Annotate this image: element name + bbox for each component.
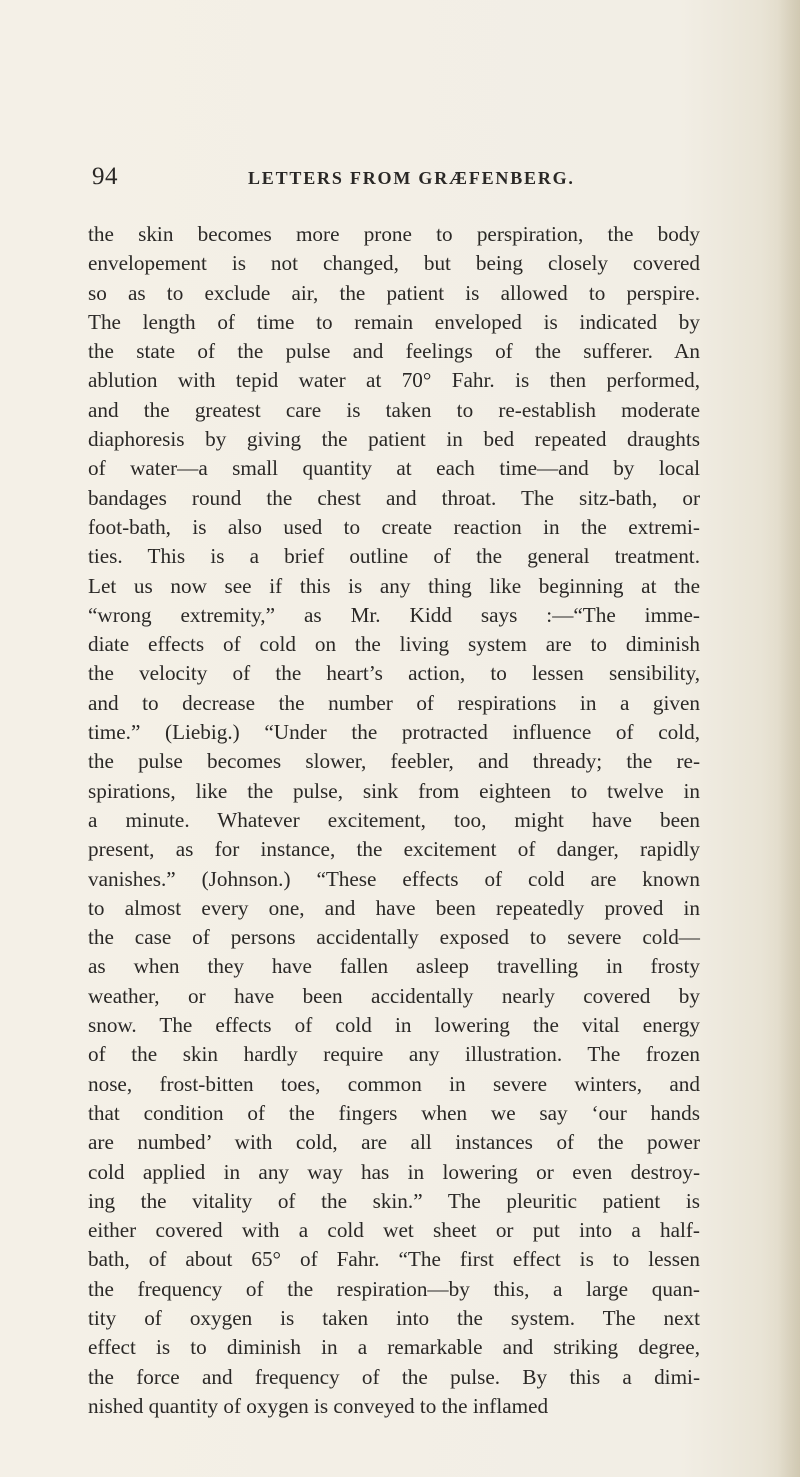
text-line: are numbed’ with cold, are all instances of the power (88, 1130, 700, 1155)
text-line: vanishes.” (Johnson.) “These effects of cold are known (88, 866, 700, 891)
text-line: a minute. Whatever excitement, too, might have been (88, 807, 700, 832)
text-line: the case of persons accidentally exposed to severe cold— (88, 925, 700, 950)
text-line: that condition of the fingers when we say ‘our hands (88, 1100, 700, 1125)
text-line: so as to exclude air, the patient is allowed to perspire. (88, 280, 700, 305)
page-number: 94 (92, 163, 118, 190)
text-line: of water—a small quantity at each time—and by local (88, 456, 700, 481)
text-line: ing the vitality of the skin.” The pleuritic patient is (88, 1188, 700, 1213)
text-line: to almost every one, and have been repeatedly proved in (88, 895, 700, 920)
text-line: the state of the pulse and feelings of the sufferer. An (88, 339, 700, 364)
text-line: spirations, like the pulse, sink from eighteen to twelve in (88, 778, 700, 803)
page-edge-shadow (778, 0, 800, 1477)
text-line: as when they have fallen asleep travelling in frosty (88, 954, 700, 979)
text-line: weather, or have been accidentally nearly covered by (88, 983, 700, 1008)
text-line: bandages round the chest and throat. The sitz-bath, or (88, 485, 700, 510)
text-line: of the skin hardly require any illustration. The frozen (88, 1042, 700, 1067)
text-line: either covered with a cold wet sheet or put into a half- (88, 1218, 700, 1243)
text-line: time.” (Liebig.) “Under the protracted influence of cold, (88, 720, 700, 745)
text-line: snow. The effects of cold in lowering the vital energy (88, 1013, 700, 1038)
text-line: The length of time to remain enveloped is indicated by (88, 309, 700, 334)
text-line: nose, frost-bitten toes, common in severe winters, and (88, 1071, 700, 1096)
text-line: the frequency of the respiration—by this, a large quan- (88, 1276, 700, 1301)
body-text (88, 220, 700, 1421)
text-line: the pulse becomes slower, feebler, and thready; the re- (88, 749, 700, 774)
text-line: Let us now see if this is any thing like beginning at the (88, 573, 700, 598)
text-line: the skin becomes more prone to perspiration, the body (88, 222, 700, 246)
text-line: effect is to diminish in a remarkable and striking degree, (88, 1335, 700, 1360)
running-head (0, 163, 800, 193)
text-line: and to decrease the number of respirations in a given (88, 690, 700, 715)
text-line: nished quantity of oxygen is conveyed to the inflamed (88, 1393, 549, 1418)
text-line: ablution with tepid water at 70° Fahr. is then performed, (88, 368, 700, 393)
text-line: bath, of about 65° of Fahr. “The first effect is to lessen (88, 1247, 700, 1272)
text-line: present, as for instance, the excitement of danger, rapidly (88, 837, 700, 862)
text-line: the force and frequency of the pulse. By this a dimi- (88, 1364, 700, 1389)
text-line: and the greatest care is taken to re-establish moderate (88, 397, 700, 422)
text-line: the velocity of the heart’s action, to lessen sensibility, (88, 661, 700, 686)
text-line: diate effects of cold on the living system are to diminish (88, 632, 700, 657)
text-line: diaphoresis by giving the patient in bed repeated draughts (88, 427, 700, 452)
text-line: “wrong extremity,” as Mr. Kidd says :—“The imme- (88, 602, 700, 627)
text-line: tity of oxygen is taken into the system. The next (88, 1305, 700, 1330)
text-line: ties. This is a brief outline of the general treatment. (88, 544, 700, 569)
text-line: envelopement is not changed, but being closely covered (88, 251, 700, 276)
running-title: LETTERS FROM GRÆFENBERG. (248, 168, 575, 188)
text-line: cold applied in any way has in lowering or even destroy- (88, 1159, 700, 1184)
text-line: foot-bath, is also used to create reaction in the extremi- (88, 514, 700, 539)
